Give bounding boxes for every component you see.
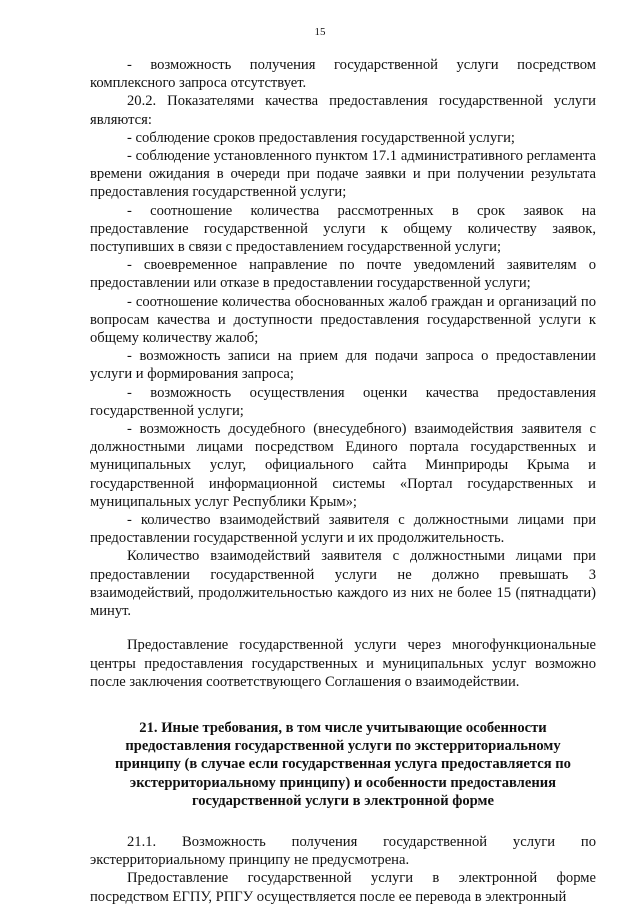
list-item: - соотношение количества рассмотренных в срок заявок на предоставление государственной услуги к общему количеству заявок, поступивших в связи с предоставлением государственной услуги; xyxy=(90,202,596,256)
document-body xyxy=(90,56,596,906)
paragraph: Предоставление государственной услуги через многофункциональные центры предоставления государственных и муниципальных услуг возможно после заключения соответствующего Соглашения о взаимодействии. xyxy=(90,637,596,690)
paragraph: 21.1. Возможность получения государственной услуги по экстерриториальному принципу не предусмотрена. xyxy=(90,833,596,869)
list-item: - своевременное направление по почте уведомлений заявителям о предоставлении или отказе в предоставлении государственной услуги; xyxy=(90,257,596,292)
list-item: - соблюдение установленного пунктом 17.1 административного регламента времени ожидания в очереди при подаче заявки и при получении результата предоставления государственной услуги; xyxy=(90,148,596,201)
paragraph: - возможность получения государственной услуги посредством комплексного запроса отсутствует. xyxy=(90,57,596,92)
list-item: - возможность записи на прием для подачи запроса о предоставлении услуги и формирования запроса; xyxy=(90,348,596,383)
list-item: - возможность досудебного (внесудебного) взаимодействия заявителя с должностными лицами посредством Единого портала государственных и муниципальных услуг, официального сайта Минприроды Крыма и государственной информационной системы «Портал государственных и муниципальных услуг Республики Крым»; xyxy=(90,421,596,510)
list-item: - количество взаимодействий заявителя с должностными лицами при предоставлении государственной услуги и их продолжительность. xyxy=(90,512,596,547)
paragraph: 20.2. Показателями качества предоставления государственной услуги являются: xyxy=(90,93,596,128)
list-item: - возможность осуществления оценки качества предоставления государственной услуги; xyxy=(90,384,596,419)
section-heading: 21. Иные требования, в том числе учитывающие особенности предоставления государственной услуги по экстерриториальному принципу (в случае если государственная услуга предоставляется по экстерриториальному принципу) и особенности предоставления государственной услуги в электронной форме xyxy=(115,719,571,809)
list-item: - соотношение количества обоснованных жалоб граждан и организаций по вопросам качества и доступности предоставления государственной услуги к общему количеству жалоб; xyxy=(90,293,596,347)
list-item: - соблюдение сроков предоставления государственной услуги; xyxy=(127,129,515,146)
paragraph: Количество взаимодействий заявителя с должностными лицами при предоставлении государственной услуги не должно превышать 3 взаимодействий, продолжительностью каждого из них не более 15 (пятнадцати) минут. xyxy=(90,548,596,620)
page-number: 15 xyxy=(314,26,326,38)
paragraph: Предоставление государственной услуги в электронной форме посредством ЕГПУ, РПГУ осуществляется после ее перевода в электронный xyxy=(90,870,596,905)
